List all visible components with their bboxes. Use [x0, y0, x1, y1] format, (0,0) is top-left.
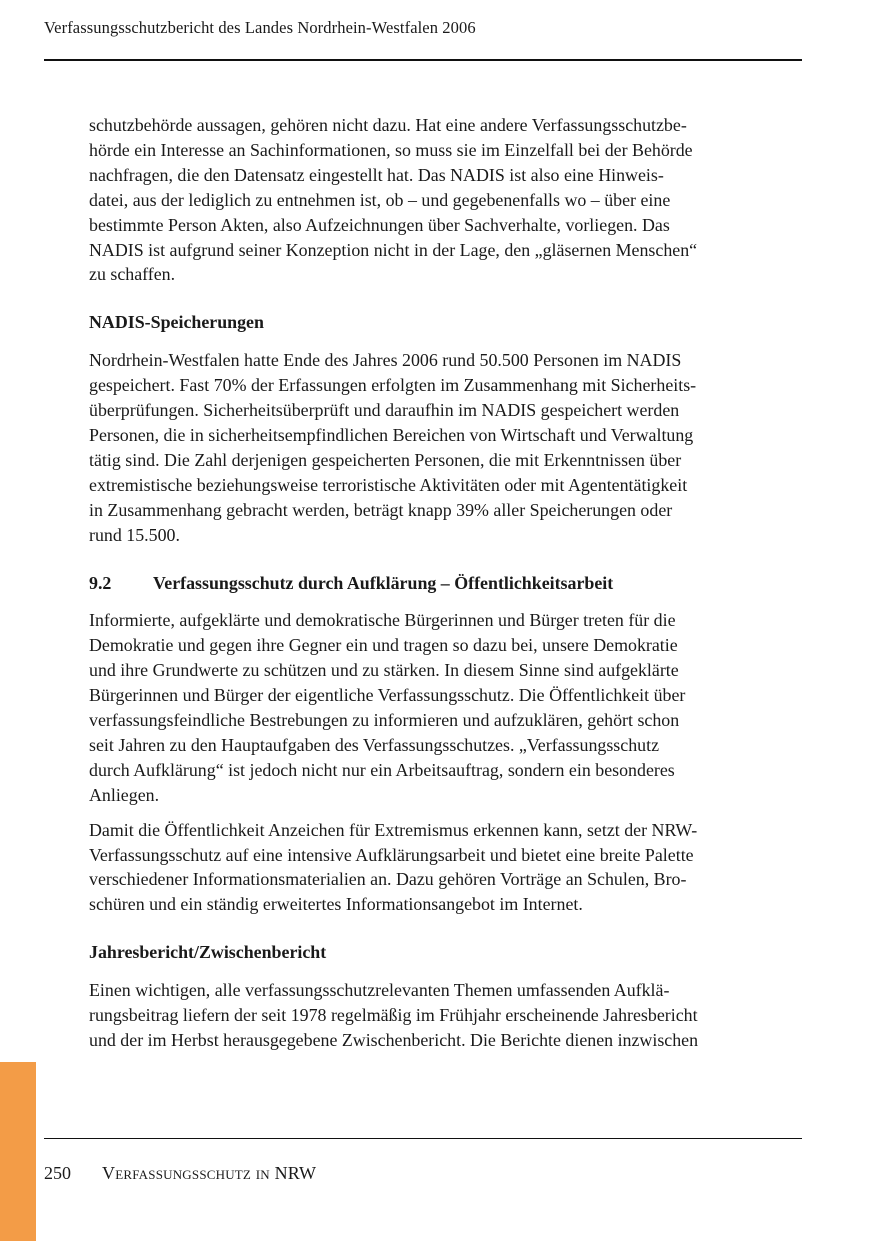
section-heading — [89, 571, 801, 596]
intro-paragraph — [89, 113, 801, 287]
text-line: in Zusammenhang gebracht werden, beträgt knapp 39% aller Speicherungen oder — [89, 499, 673, 520]
text-line: hörde ein Interesse an Sachinformationen, so muss sie im Einzelfall bei der Behörde — [89, 139, 693, 160]
footer-title: Verfassungsschutz in NRW — [102, 1163, 317, 1183]
text-line: tätig sind. Die Zahl derjenigen gespeicherten Personen, die mit Erkenntnissen über — [89, 449, 682, 470]
page-footer — [44, 1163, 316, 1184]
section-title: Verfassungsschutz durch Aufklärung – Öffentlichkeitsarbeit — [153, 572, 614, 593]
running-header: Verfassungsschutzbericht des Landes Nordrhein-Westfalen 2006 — [44, 18, 476, 37]
text-line: datei, aus der lediglich zu entnehmen ist, ob – und gegebenenfalls wo – über eine — [89, 189, 671, 210]
footer-rule — [44, 1138, 802, 1139]
text-line: Personen, die in sicherheitsempfindlichen Bereichen von Wirtschaft und Verwaltung — [89, 424, 694, 445]
text-line: rungsbeitrag liefern der seit 1978 regelmäßig im Frühjahr erscheinende Jahresbericht — [89, 1005, 698, 1026]
section-paragraph-2 — [89, 818, 801, 918]
chapter-tab-marker — [0, 1062, 36, 1241]
jahresbericht-paragraph — [89, 978, 801, 1053]
text-line: Anliegen. — [89, 784, 160, 805]
subheading-jahresbericht: Jahresbericht/Zwischenbericht — [89, 942, 327, 963]
text-line: rund 15.500. — [89, 524, 180, 545]
text-line: seit Jahren zu den Hauptaufgaben des Verfassungsschutzes. „Verfassungsschutz — [89, 734, 660, 755]
text-line: und ihre Grundwerte zu schützen und zu stärken. In diesem Sinne sind aufgeklärte — [89, 660, 679, 681]
text-line: und der im Herbst herausgegebene Zwischenbericht. Die Berichte dienen inzwischen — [89, 1030, 699, 1050]
text-line: Verfassungsschutz auf eine intensive Aufklärungsarbeit und bietet eine breite Palette — [89, 844, 694, 865]
text-line: Informierte, aufgeklärte und demokratische Bürgerinnen und Bürger treten für die — [89, 610, 676, 631]
text-line: durch Aufklärung“ ist jedoch nicht nur ein Arbeitsauftrag, sondern ein besonderes — [89, 759, 675, 780]
text-line: extremistische beziehungsweise terroristische Aktivitäten oder mit Agententätigkeit — [89, 474, 688, 495]
text-line: überprüfungen. Sicherheitsüberprüft und daraufhin im NADIS gespeichert werden — [89, 400, 680, 421]
text-line: gespeichert. Fast 70% der Erfassungen erfolgten im Zusammenhang mit Sicherheits- — [89, 375, 697, 396]
text-line: Damit die Öffentlichkeit Anzeichen für Extremismus erkennen kann, setzt der NRW- — [89, 819, 698, 840]
text-line: zu schaffen. — [89, 264, 176, 285]
text-line: verschiedener Informationsmaterialien an. Dazu gehören Vorträge an Schulen, Bro- — [89, 869, 687, 890]
section-paragraph-1 — [89, 608, 801, 807]
page-body — [89, 113, 801, 1053]
section-number: 9.2 — [89, 572, 112, 593]
text-line: nachfragen, die den Datensatz eingestellt hat. Das NADIS ist also eine Hinweis- — [89, 164, 664, 185]
text-line: Nordrhein-Westfalen hatte Ende des Jahres 2006 rund 50.500 Personen im NADIS — [89, 350, 682, 371]
text-line: bestimmte Person Akten, also Aufzeichnungen über Sachverhalte, vorliegen. Das — [89, 214, 670, 235]
text-line: verfassungsfeindliche Bestrebungen zu informieren und aufzuklären, gehört schon — [89, 710, 680, 731]
text-line: schutzbehörde aussagen, gehören nicht dazu. Hat eine andere Verfassungsschutzbe- — [89, 115, 687, 135]
text-line: Bürgerinnen und Bürger der eigentliche Verfassungsschutz. Die Öffentlichkeit über — [89, 685, 686, 706]
nadis-paragraph — [89, 348, 801, 547]
text-line: Einen wichtigen, alle verfassungsschutzrelevanten Themen umfassenden Aufklä- — [89, 980, 670, 1001]
text-line: NADIS ist aufgrund seiner Konzeption nicht in der Lage, den „gläsernen Menschen“ — [89, 239, 698, 260]
header-rule — [44, 59, 802, 61]
text-line: schüren und ein ständig erweitertes Informationsangebot im Internet. — [89, 894, 583, 915]
subheading-nadis-speicherungen: NADIS-Speicherungen — [89, 312, 264, 333]
page-number: 250 — [44, 1163, 71, 1183]
text-line: Demokratie und gegen ihre Gegner ein und tragen so dazu bei, unsere Demokratie — [89, 635, 678, 656]
